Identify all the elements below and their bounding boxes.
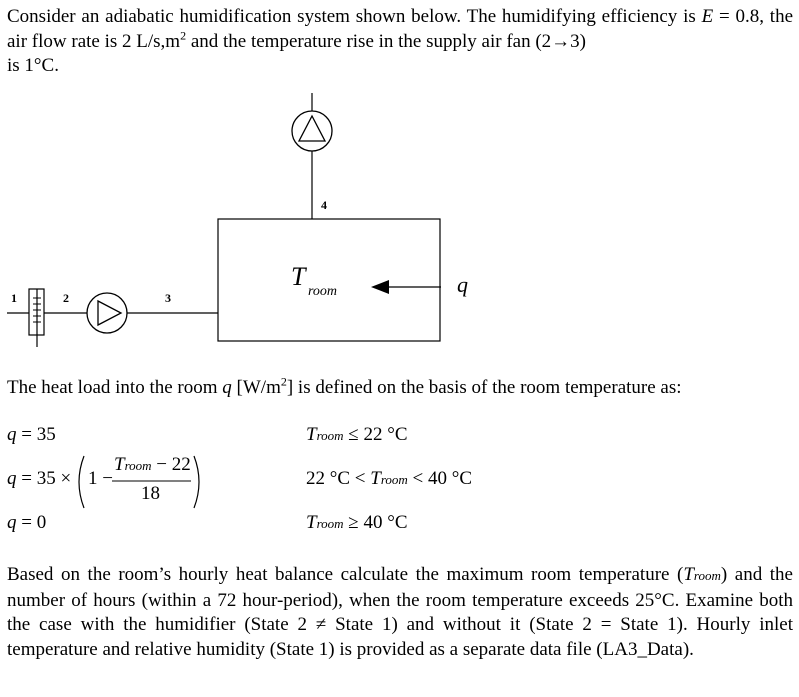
- heat-load-unit: [W/m: [231, 377, 281, 398]
- node-label-4: 4: [321, 198, 327, 212]
- intro-text-4: is 1°C.: [7, 55, 59, 76]
- case-3-value: = 0: [16, 512, 47, 533]
- case-3-condition: [306, 512, 408, 534]
- task-sub: room: [693, 568, 721, 583]
- node-label-1: 1: [11, 291, 17, 305]
- case-1-sub: room: [316, 428, 344, 443]
- case-2-denominator: [141, 483, 160, 505]
- node-label-2: 2: [63, 291, 69, 305]
- case-2-lhs: [7, 468, 71, 490]
- heat-load-line: [7, 376, 682, 400]
- task-paragraph: [7, 563, 793, 662]
- heat-load-text-2: ] is defined on the basis of the room temperature as:: [286, 377, 682, 398]
- exhaust-fan-blade: [299, 116, 325, 141]
- case-1-T: T: [306, 424, 317, 445]
- intro-text-3: and the temperature rise in the supply air fan (2→3): [186, 30, 586, 52]
- case-3-equation: [7, 512, 46, 534]
- room-box: [218, 219, 440, 341]
- supply-fan-blade: [98, 301, 121, 325]
- task-text-1: Based on the room’s hourly heat balance calculate the maximum room temperature (: [7, 564, 684, 585]
- case-3-q: q: [7, 512, 17, 533]
- efficiency-symbol: E: [701, 6, 714, 27]
- case-1-condition: [306, 424, 408, 446]
- left-paren: [79, 456, 84, 508]
- case-3-sub: room: [316, 516, 344, 531]
- intro-sq: 2: [180, 28, 187, 43]
- task-T: T: [683, 564, 694, 585]
- case-3-T: T: [306, 512, 317, 533]
- case-2-num-rest: − 22: [151, 454, 191, 475]
- case-2-cond-rest: < 40 °C: [407, 468, 473, 489]
- heat-load-text-1: The heat load into the room: [7, 377, 223, 398]
- case-2-condition: [306, 468, 472, 490]
- case-2-one-minus: [88, 468, 113, 490]
- node-label-3: 3: [165, 291, 171, 305]
- heat-q-label: q: [457, 272, 468, 297]
- troom-label: T: [291, 262, 306, 291]
- case-2-num-sub: room: [124, 458, 152, 473]
- case-2-num-T: T: [114, 454, 125, 475]
- heat-load-sq: 2: [280, 374, 287, 389]
- case-1-equation: [7, 424, 56, 446]
- intro-text-2: = 0.8, the air flow rate is 2 L/s,m: [7, 6, 794, 52]
- case-2-cond-left: 22 °C <: [306, 468, 371, 489]
- case-2-factor: = 35 ×: [16, 468, 72, 489]
- case-3-range: ≥ 40 °C: [343, 512, 408, 533]
- case-2-cond-T: T: [370, 468, 381, 489]
- right-paren: [194, 456, 199, 508]
- case-1-value: = 35: [16, 424, 56, 445]
- case-1-q: q: [7, 424, 17, 445]
- case-2-numerator: [114, 454, 191, 476]
- intro-text-1: Consider an adiabatic humidification system shown below. The humidifying efficiency is: [7, 6, 696, 27]
- case-2-cond-sub: room: [380, 472, 408, 487]
- task-text-2: ) and the number of hours (within a 72 hour-period), when the room temperature exceeds 25°C. Examine both the case with the humidifier (State 2 ≠ State 1) and without it (State 2 = State 1). Hourly inlet temperature and relative humidity (State 1) is provided as a separate data file (LA3_Data).: [7, 564, 793, 660]
- case-2-den: 18: [141, 483, 160, 504]
- case-1-range: ≤ 22 °C: [343, 424, 408, 445]
- case-2-q: q: [7, 468, 17, 489]
- case-2-one: 1 −: [88, 468, 113, 489]
- heat-load-q: q: [222, 377, 232, 398]
- heat-arrow-head: [371, 280, 389, 294]
- troom-sub-label: room: [308, 284, 338, 299]
